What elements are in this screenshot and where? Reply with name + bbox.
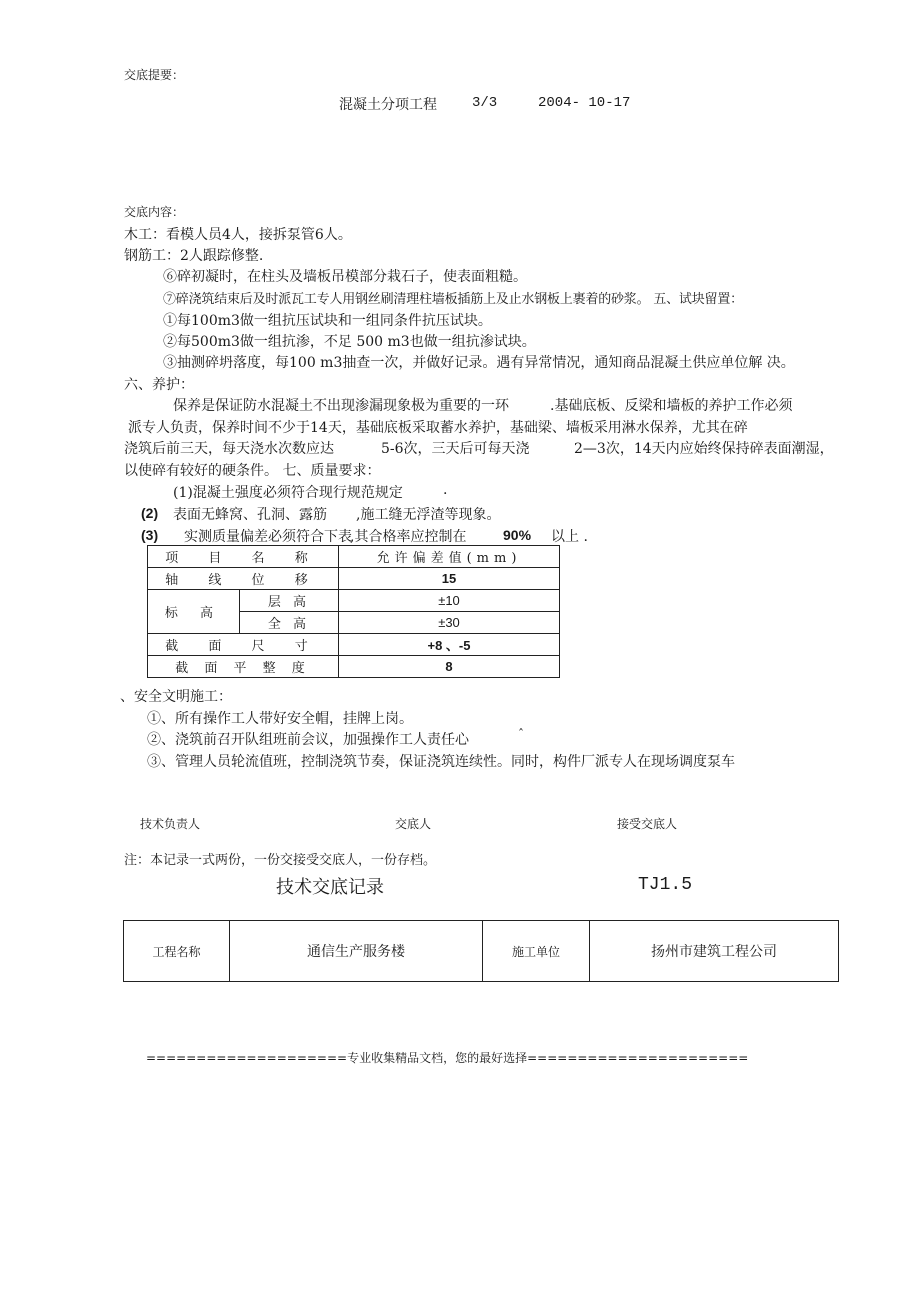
signature-receiver: 接受交底人 [617,817,678,831]
curing-paragraph: .基础底板、反梁和墙板的养护工作必须 [550,398,793,414]
table-cell: +8 、-5 [339,634,560,656]
table-header-tolerance: 允许偏差值(mm) [339,546,560,568]
table-cell: ±10 [339,590,560,612]
safety-item: ③、管理人员轮流值班，控制浇筑节奏，保证浇筑连续性。同时，构件厂派专人在现场调度泵车 [147,754,735,770]
content-line: 钢筋工：2人跟踪修整. [124,248,264,264]
table-row [148,634,560,656]
content-line: ③抽测碎坍落度，每100 m3抽查一次，并做好记录。遇有异常情况，通知商品混凝土供应单位解 决。 [163,355,795,371]
quality-req-3-pct: 90% [503,527,532,543]
quality-req-3-num: (3) [141,527,159,543]
table-cell: 截 面 平 整 度 [148,656,339,678]
quality-req-1-dot: . [443,482,448,498]
quality-req-1: (1)混凝土强度必须符合现行规范规定 [173,485,403,501]
curing-paragraph: 5-6次，三天后可每天浇 [381,441,530,457]
quality-req-2-num: (2) [141,505,159,521]
table-cell: ±30 [339,612,560,634]
table-row [148,590,560,612]
content-line: ①每100m3做一组抗压试块和一组同条件抗压试块。 [163,313,492,329]
project-type: 混凝土分项工程 [339,97,437,113]
project-name: 通信生产服务楼 [230,921,483,982]
page-number: 3/3 [472,95,498,111]
content-line: ②每500m3做一组抗渗，不足 500 m3也做一组抗渗试块。 [163,334,536,350]
record-title: 技术交底记录 [276,877,384,898]
footer-banner: ====================专业收集精品文档，您的最好选择====================== [146,1051,749,1065]
curing-paragraph: 以使碎有较好的硬条件。 七、质量要求： [124,463,381,479]
table-row [124,921,839,982]
table-row [148,546,560,568]
curing-paragraph: 2—3次，14天内应始终保持碎表面潮湿， [574,441,834,457]
project-info-table [123,920,839,982]
jiaodi-neirong-label: 交底内容： [124,205,185,219]
table-cell: 15 [339,568,560,590]
table-cell: 8 [339,656,560,678]
builder-name: 扬州市建筑工程公司 [590,921,839,982]
curing-paragraph: 浇筑后前三天，每天浇水次数应达 [124,441,334,457]
quality-tolerance-table [147,545,560,678]
table-cell: 截 面 尺 寸 [148,634,339,656]
record-note: 注：本记录一式两份，一份交接受交底人，一份存档。 [124,853,437,868]
signature-tech-lead: 技术负责人 [140,817,201,831]
table-cell: 全 高 [240,612,339,634]
safety-item: ②、浇筑前召开队组班前会议，加强操作工人责任心 [147,732,469,748]
quality-req-2b: ,施工缝无浮渣等现象。 [356,507,501,523]
record-code: TJ1.5 [638,875,693,895]
quality-req-3: 实测质量偏差必须符合下表 [184,529,352,545]
table-cell: 层 高 [240,590,339,612]
signature-discloser: 交底人 [395,817,432,831]
table-header-item: 项 目 名 称 [148,546,339,568]
table-cell: 轴 线 位 移 [148,568,339,590]
table-row [148,656,560,678]
table-cell: 标 高 [148,590,240,634]
content-line: ⑦碎浇筑结束后及时派瓦工专人用钢丝刷清理柱墙板插筋上及止水钢板上裹着的砂浆。 五、试块留置： [163,292,743,307]
content-line: ⑥碎初凝时，在柱头及墙板吊模部分栽石子，使表面粗糙。 [163,269,527,285]
builder-label: 施工单位 [483,921,590,982]
curing-paragraph: 派专人负责，保养时间不少于14天，基础底板采取蓄水养护，基础梁、墙板采用淋水保养，尤其在碎 [128,420,748,436]
content-line: 木工：看模人员4人，接拆泵管6人。 [124,227,352,243]
header-date: 2004- 10-17 [538,95,631,111]
quality-req-2: 表面无蜂窝、孔洞、露筋 [173,507,327,523]
quality-req-3b: ,其合格率应控制在 [350,529,467,545]
safety-item: ①、所有操作工人带好安全帽，挂牌上岗。 [147,711,413,727]
curing-paragraph: 保养是保证防水混凝土不出现渗漏现象极为重要的一环 [173,398,509,414]
project-name-label: 工程名称 [124,921,230,982]
safety-mark: ˆ [518,727,524,741]
section-curing-heading: 六、养护： [124,377,194,393]
table-row [148,568,560,590]
safety-heading: 、安全文明施工： [120,689,232,705]
jiaodi-tiyao-label: 交底提要： [124,68,185,82]
quality-req-3c: 以上 . [551,529,588,545]
